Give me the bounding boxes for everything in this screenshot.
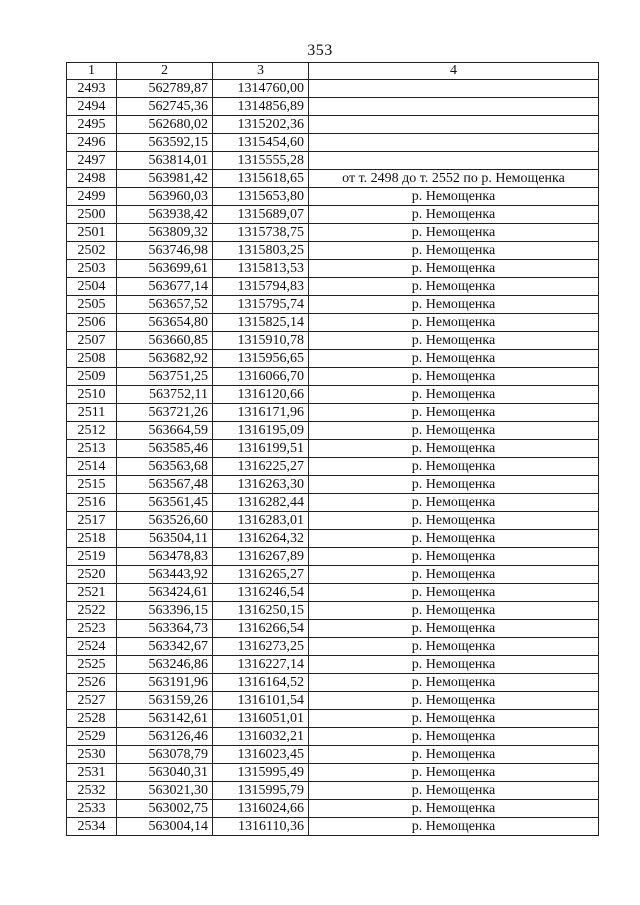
description-cell: р. Немощенка xyxy=(309,440,599,458)
y-coordinate-cell: 1316263,30 xyxy=(213,476,309,494)
y-coordinate-cell: 1315803,25 xyxy=(213,242,309,260)
point-number-cell: 2512 xyxy=(67,422,117,440)
table-row xyxy=(67,296,599,314)
y-coordinate-cell: 1316101,54 xyxy=(213,692,309,710)
point-number-cell: 2514 xyxy=(67,458,117,476)
point-number-cell: 2505 xyxy=(67,296,117,314)
table-row xyxy=(67,350,599,368)
table-row xyxy=(67,134,599,152)
y-coordinate-cell: 1315995,49 xyxy=(213,764,309,782)
y-coordinate-cell: 1316264,32 xyxy=(213,530,309,548)
point-number-cell: 2502 xyxy=(67,242,117,260)
y-coordinate-cell: 1316225,27 xyxy=(213,458,309,476)
point-number-cell: 2521 xyxy=(67,584,117,602)
y-coordinate-cell: 1315795,74 xyxy=(213,296,309,314)
table-row xyxy=(67,332,599,350)
x-coordinate-cell: 563699,61 xyxy=(117,260,213,278)
x-coordinate-cell: 563478,83 xyxy=(117,548,213,566)
table-row xyxy=(67,746,599,764)
point-number-cell: 2497 xyxy=(67,152,117,170)
x-coordinate-cell: 563342,67 xyxy=(117,638,213,656)
point-number-cell: 2526 xyxy=(67,674,117,692)
description-cell: р. Немощенка xyxy=(309,548,599,566)
y-coordinate-cell: 1315738,75 xyxy=(213,224,309,242)
description-cell xyxy=(309,80,599,98)
point-number-cell: 2532 xyxy=(67,782,117,800)
y-coordinate-cell: 1316120,66 xyxy=(213,386,309,404)
table-body xyxy=(67,80,599,836)
x-coordinate-cell: 563585,46 xyxy=(117,440,213,458)
x-coordinate-cell: 563443,92 xyxy=(117,566,213,584)
point-number-cell: 2515 xyxy=(67,476,117,494)
table-row xyxy=(67,818,599,836)
page-number: 353 xyxy=(307,42,333,59)
x-coordinate-cell: 563126,46 xyxy=(117,728,213,746)
point-number-cell: 2533 xyxy=(67,800,117,818)
point-number-cell: 2528 xyxy=(67,710,117,728)
table-row xyxy=(67,206,599,224)
table-row xyxy=(67,224,599,242)
table-row xyxy=(67,116,599,134)
point-number-cell: 2504 xyxy=(67,278,117,296)
y-coordinate-cell: 1315653,80 xyxy=(213,188,309,206)
x-coordinate-cell: 563751,25 xyxy=(117,368,213,386)
description-cell: р. Немощенка xyxy=(309,692,599,710)
y-coordinate-cell: 1315794,83 xyxy=(213,278,309,296)
x-coordinate-cell: 563981,42 xyxy=(117,170,213,188)
table-row xyxy=(67,602,599,620)
description-cell xyxy=(309,98,599,116)
table-row xyxy=(67,620,599,638)
table-row xyxy=(67,368,599,386)
x-coordinate-cell: 563746,98 xyxy=(117,242,213,260)
y-coordinate-cell: 1316250,15 xyxy=(213,602,309,620)
x-coordinate-cell: 563002,75 xyxy=(117,800,213,818)
y-coordinate-cell: 1316199,51 xyxy=(213,440,309,458)
y-coordinate-cell: 1316164,52 xyxy=(213,674,309,692)
point-number-cell: 2507 xyxy=(67,332,117,350)
table-row xyxy=(67,512,599,530)
x-coordinate-cell: 563809,32 xyxy=(117,224,213,242)
point-number-cell: 2534 xyxy=(67,818,117,836)
x-coordinate-cell: 563657,52 xyxy=(117,296,213,314)
x-coordinate-cell: 563364,73 xyxy=(117,620,213,638)
x-coordinate-cell: 563526,60 xyxy=(117,512,213,530)
point-number-cell: 2525 xyxy=(67,656,117,674)
point-number-cell: 2530 xyxy=(67,746,117,764)
description-cell: р. Немощенка xyxy=(309,368,599,386)
description-cell: р. Немощенка xyxy=(309,278,599,296)
x-coordinate-cell: 563004,14 xyxy=(117,818,213,836)
y-coordinate-cell: 1315555,28 xyxy=(213,152,309,170)
point-number-cell: 2509 xyxy=(67,368,117,386)
y-coordinate-cell: 1315825,14 xyxy=(213,314,309,332)
y-coordinate-cell: 1316273,25 xyxy=(213,638,309,656)
y-coordinate-cell: 1314760,00 xyxy=(213,80,309,98)
y-coordinate-cell: 1316227,14 xyxy=(213,656,309,674)
y-coordinate-cell: 1316265,27 xyxy=(213,566,309,584)
y-coordinate-cell: 1316171,96 xyxy=(213,404,309,422)
description-cell: р. Немощенка xyxy=(309,584,599,602)
table-row xyxy=(67,764,599,782)
description-cell: р. Немощенка xyxy=(309,386,599,404)
point-number-cell: 2495 xyxy=(67,116,117,134)
point-number-cell: 2511 xyxy=(67,404,117,422)
x-coordinate-cell: 563191,96 xyxy=(117,674,213,692)
table-row xyxy=(67,458,599,476)
description-cell: р. Немощенка xyxy=(309,224,599,242)
table-row xyxy=(67,188,599,206)
x-coordinate-cell: 563682,92 xyxy=(117,350,213,368)
table-row xyxy=(67,800,599,818)
point-number-cell: 2518 xyxy=(67,530,117,548)
x-coordinate-cell: 563660,85 xyxy=(117,332,213,350)
description-cell: р. Немощенка xyxy=(309,350,599,368)
y-coordinate-cell: 1316282,44 xyxy=(213,494,309,512)
x-coordinate-cell: 563504,11 xyxy=(117,530,213,548)
point-number-cell: 2501 xyxy=(67,224,117,242)
table-row xyxy=(67,386,599,404)
table-row xyxy=(67,242,599,260)
x-coordinate-cell: 563664,59 xyxy=(117,422,213,440)
point-number-cell: 2520 xyxy=(67,566,117,584)
description-cell xyxy=(309,116,599,134)
x-coordinate-cell: 563078,79 xyxy=(117,746,213,764)
point-number-cell: 2500 xyxy=(67,206,117,224)
column-header-4: 4 xyxy=(309,63,599,80)
x-coordinate-cell: 563752,11 xyxy=(117,386,213,404)
point-number-cell: 2523 xyxy=(67,620,117,638)
column-header-1: 1 xyxy=(67,63,117,80)
description-cell: р. Немощенка xyxy=(309,800,599,818)
description-cell xyxy=(309,152,599,170)
y-coordinate-cell: 1316032,21 xyxy=(213,728,309,746)
description-cell: р. Немощенка xyxy=(309,656,599,674)
y-coordinate-cell: 1315910,78 xyxy=(213,332,309,350)
description-cell: р. Немощенка xyxy=(309,818,599,836)
x-coordinate-cell: 562680,02 xyxy=(117,116,213,134)
table-row xyxy=(67,278,599,296)
y-coordinate-cell: 1316267,89 xyxy=(213,548,309,566)
description-cell: р. Немощенка xyxy=(309,206,599,224)
x-coordinate-cell: 563246,86 xyxy=(117,656,213,674)
x-coordinate-cell: 563654,80 xyxy=(117,314,213,332)
y-coordinate-cell: 1316246,54 xyxy=(213,584,309,602)
y-coordinate-cell: 1315618,65 xyxy=(213,170,309,188)
y-coordinate-cell: 1315689,07 xyxy=(213,206,309,224)
table-row xyxy=(67,314,599,332)
x-coordinate-cell: 563142,61 xyxy=(117,710,213,728)
y-coordinate-cell: 1315202,36 xyxy=(213,116,309,134)
table-row xyxy=(67,476,599,494)
table-row xyxy=(67,692,599,710)
y-coordinate-cell: 1315956,65 xyxy=(213,350,309,368)
description-cell: р. Немощенка xyxy=(309,602,599,620)
table-row xyxy=(67,782,599,800)
point-number-cell: 2493 xyxy=(67,80,117,98)
description-cell: р. Немощенка xyxy=(309,260,599,278)
x-coordinate-cell: 562745,36 xyxy=(117,98,213,116)
description-cell: р. Немощенка xyxy=(309,476,599,494)
description-cell: р. Немощенка xyxy=(309,728,599,746)
point-number-cell: 2519 xyxy=(67,548,117,566)
table-row xyxy=(67,674,599,692)
description-cell: р. Немощенка xyxy=(309,638,599,656)
table-row xyxy=(67,152,599,170)
description-cell: р. Немощенка xyxy=(309,782,599,800)
description-cell: р. Немощенка xyxy=(309,494,599,512)
table-row xyxy=(67,260,599,278)
y-coordinate-cell: 1316023,45 xyxy=(213,746,309,764)
point-number-cell: 2498 xyxy=(67,170,117,188)
table-row xyxy=(67,656,599,674)
column-header-3: 3 xyxy=(213,63,309,80)
table-row xyxy=(67,548,599,566)
description-cell: р. Немощенка xyxy=(309,332,599,350)
point-number-cell: 2513 xyxy=(67,440,117,458)
point-number-cell: 2517 xyxy=(67,512,117,530)
coordinates-table xyxy=(66,62,599,836)
table-row xyxy=(67,638,599,656)
description-cell: р. Немощенка xyxy=(309,566,599,584)
table-row xyxy=(67,422,599,440)
description-cell: от т. 2498 до т. 2552 по р. Немощенка xyxy=(309,170,599,188)
table-row xyxy=(67,98,599,116)
point-number-cell: 2527 xyxy=(67,692,117,710)
point-number-cell: 2522 xyxy=(67,602,117,620)
table-row xyxy=(67,170,599,188)
description-cell: р. Немощенка xyxy=(309,620,599,638)
x-coordinate-cell: 563592,15 xyxy=(117,134,213,152)
point-number-cell: 2531 xyxy=(67,764,117,782)
point-number-cell: 2499 xyxy=(67,188,117,206)
y-coordinate-cell: 1315454,60 xyxy=(213,134,309,152)
x-coordinate-cell: 563424,61 xyxy=(117,584,213,602)
description-cell: р. Немощенка xyxy=(309,764,599,782)
x-coordinate-cell: 563396,15 xyxy=(117,602,213,620)
table-row xyxy=(67,494,599,512)
table-row xyxy=(67,710,599,728)
x-coordinate-cell: 563159,26 xyxy=(117,692,213,710)
point-number-cell: 2503 xyxy=(67,260,117,278)
y-coordinate-cell: 1316024,66 xyxy=(213,800,309,818)
description-cell: р. Немощенка xyxy=(309,404,599,422)
y-coordinate-cell: 1315995,79 xyxy=(213,782,309,800)
table-row xyxy=(67,584,599,602)
y-coordinate-cell: 1316110,36 xyxy=(213,818,309,836)
description-cell: р. Немощенка xyxy=(309,458,599,476)
description-cell: р. Немощенка xyxy=(309,512,599,530)
x-coordinate-cell: 563938,42 xyxy=(117,206,213,224)
description-cell: р. Немощенка xyxy=(309,314,599,332)
description-cell: р. Немощенка xyxy=(309,530,599,548)
table-row xyxy=(67,440,599,458)
table-row xyxy=(67,404,599,422)
description-cell: р. Немощенка xyxy=(309,242,599,260)
table-row xyxy=(67,80,599,98)
point-number-cell: 2510 xyxy=(67,386,117,404)
point-number-cell: 2494 xyxy=(67,98,117,116)
x-coordinate-cell: 563721,26 xyxy=(117,404,213,422)
x-coordinate-cell: 563563,68 xyxy=(117,458,213,476)
point-number-cell: 2529 xyxy=(67,728,117,746)
point-number-cell: 2506 xyxy=(67,314,117,332)
x-coordinate-cell: 563561,45 xyxy=(117,494,213,512)
y-coordinate-cell: 1315813,53 xyxy=(213,260,309,278)
point-number-cell: 2496 xyxy=(67,134,117,152)
y-coordinate-cell: 1314856,89 xyxy=(213,98,309,116)
point-number-cell: 2524 xyxy=(67,638,117,656)
description-cell xyxy=(309,134,599,152)
y-coordinate-cell: 1316051,01 xyxy=(213,710,309,728)
x-coordinate-cell: 563567,48 xyxy=(117,476,213,494)
table-header-row xyxy=(67,63,599,80)
x-coordinate-cell: 562789,87 xyxy=(117,80,213,98)
x-coordinate-cell: 563040,31 xyxy=(117,764,213,782)
column-header-2: 2 xyxy=(117,63,213,80)
x-coordinate-cell: 563960,03 xyxy=(117,188,213,206)
table-row xyxy=(67,530,599,548)
x-coordinate-cell: 563677,14 xyxy=(117,278,213,296)
x-coordinate-cell: 563814,01 xyxy=(117,152,213,170)
description-cell: р. Немощенка xyxy=(309,422,599,440)
description-cell: р. Немощенка xyxy=(309,710,599,728)
description-cell: р. Немощенка xyxy=(309,746,599,764)
description-cell: р. Немощенка xyxy=(309,674,599,692)
y-coordinate-cell: 1316266,54 xyxy=(213,620,309,638)
y-coordinate-cell: 1316066,70 xyxy=(213,368,309,386)
point-number-cell: 2516 xyxy=(67,494,117,512)
y-coordinate-cell: 1316283,01 xyxy=(213,512,309,530)
table-row xyxy=(67,728,599,746)
x-coordinate-cell: 563021,30 xyxy=(117,782,213,800)
point-number-cell: 2508 xyxy=(67,350,117,368)
description-cell: р. Немощенка xyxy=(309,296,599,314)
y-coordinate-cell: 1316195,09 xyxy=(213,422,309,440)
description-cell: р. Немощенка xyxy=(309,188,599,206)
table-row xyxy=(67,566,599,584)
